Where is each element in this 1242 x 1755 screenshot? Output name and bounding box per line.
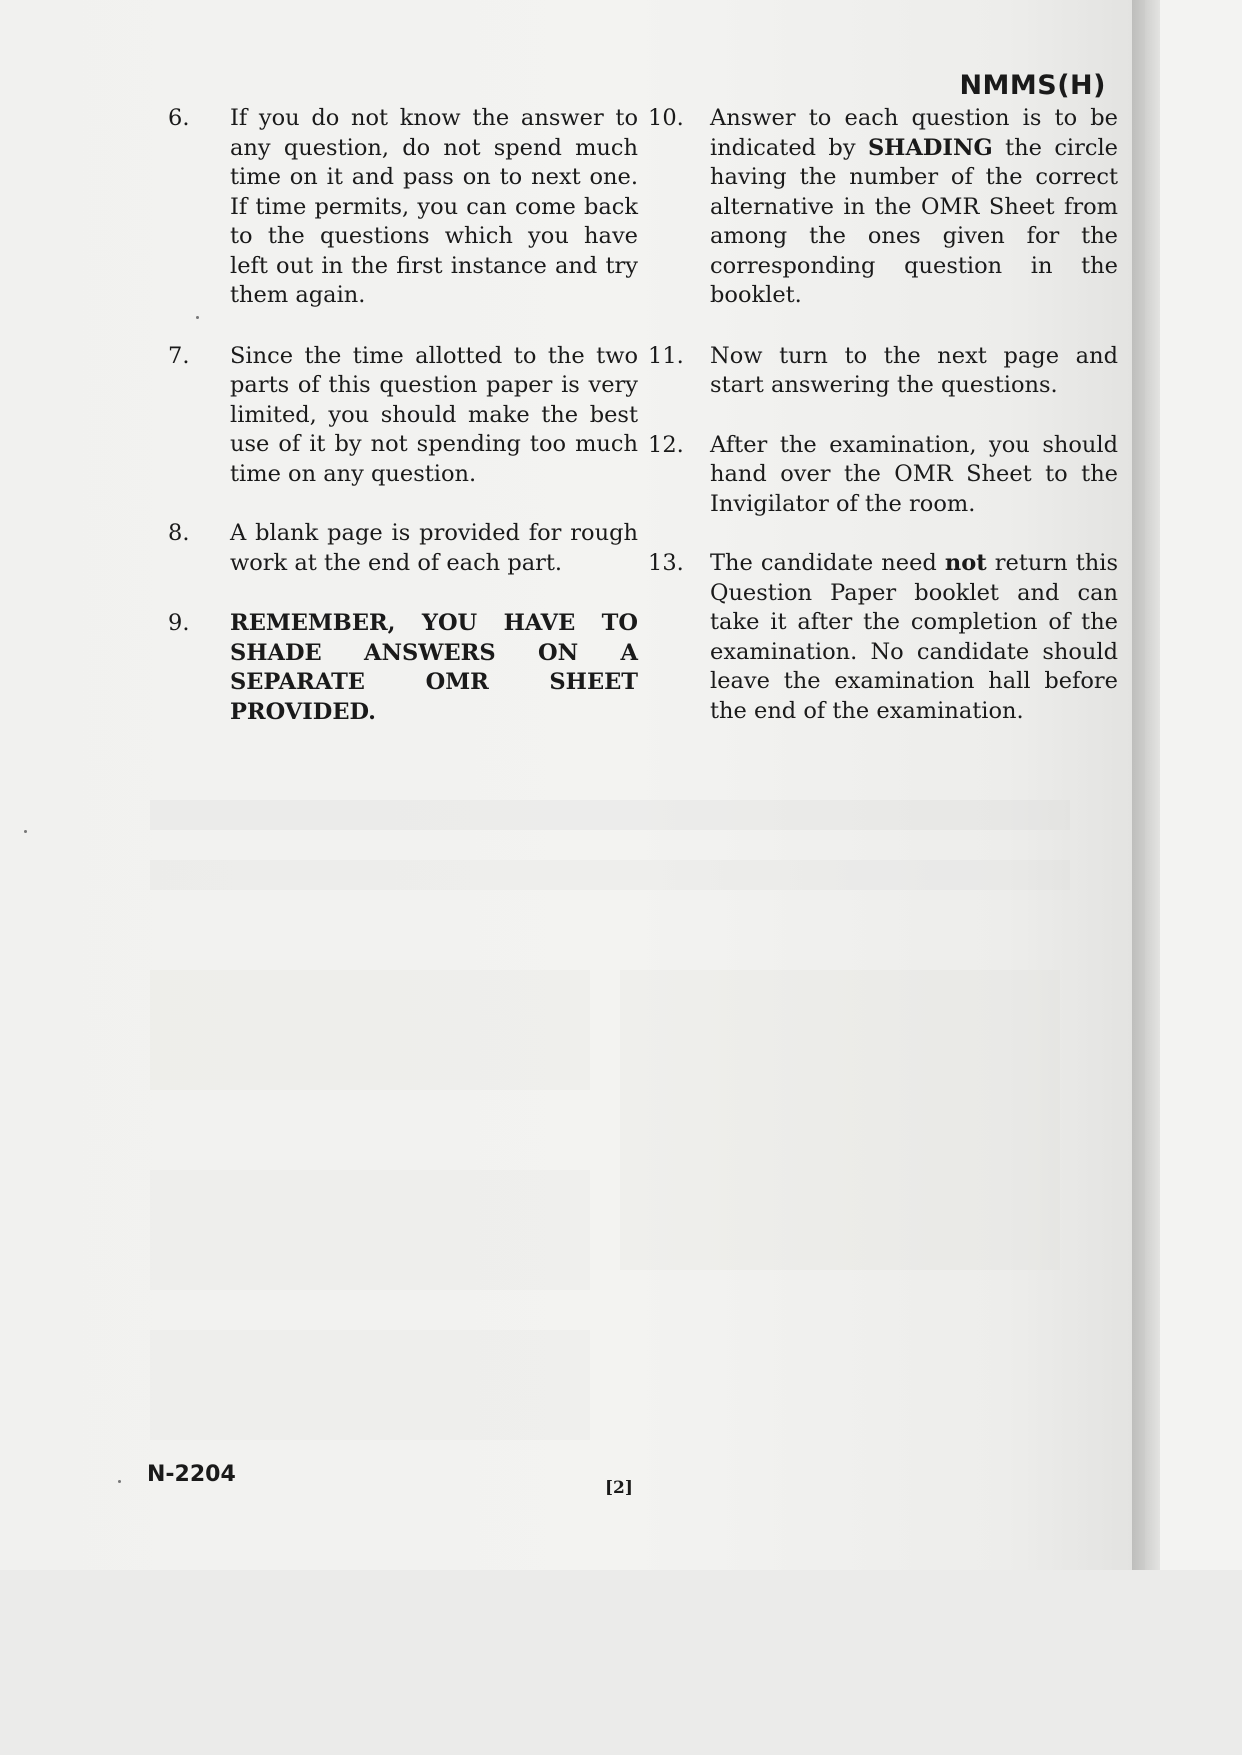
scan-speck	[118, 1480, 121, 1483]
instruction-text-part: return this Question Paper booklet and can take it after the completion of the examination. No candidate should leave the examination hall before the end of the examination.	[710, 550, 1119, 724]
page-number: [2]	[605, 1478, 633, 1498]
instruction-number: 10.	[648, 105, 684, 131]
paper-code-footer: N-2204	[147, 1462, 236, 1487]
sheet-edge-shadow	[1132, 0, 1162, 1570]
instruction-12	[648, 431, 1118, 520]
bleed-through-line	[150, 860, 1070, 890]
instruction-text-emphasis: REMEMBER, YOU HAVE TO SHADE ANSWERS ON A SEPARATE OMR SHEET PROVIDED.	[230, 610, 638, 725]
instruction-text: Since the time allotted to the two parts of this question paper is very limited, you should make the best use of it by not spending too much time on any question.	[230, 342, 638, 487]
bleed-through-block	[620, 970, 1060, 1270]
instruction-text-part: Answer to each question is to be indicated by	[710, 105, 1118, 161]
instruction-number: 12.	[648, 431, 684, 458]
instruction-text	[710, 549, 1118, 726]
bleed-through-block	[150, 970, 590, 1090]
instruction-13	[648, 549, 1118, 726]
instruction-9	[168, 609, 638, 727]
bleed-through-block	[150, 1330, 590, 1440]
scan-speck	[196, 316, 199, 319]
instructions-left-column	[168, 104, 638, 756]
scan-speck	[24, 830, 27, 833]
instruction-text-bold: SHADING	[867, 134, 993, 161]
instruction-number: 8.	[168, 520, 190, 546]
paper-code-header: NMMS(H)	[959, 70, 1106, 101]
instruction-number: 9.	[168, 610, 190, 636]
scanner-background	[0, 1570, 1242, 1755]
instruction-text: After the examination, you should hand over the OMR Sheet to the Invigilator of the room.	[710, 431, 1118, 517]
instruction-10	[648, 104, 1118, 311]
instruction-11	[648, 342, 1118, 401]
instruction-7	[168, 342, 638, 490]
instructions-right-column	[648, 104, 1118, 755]
instruction-text-bold: not	[944, 550, 987, 576]
instruction-number: 11.	[648, 342, 684, 369]
instruction-text: Now turn to the next page and start answering the questions.	[710, 342, 1118, 398]
instruction-text-part: The candidate need	[710, 550, 945, 576]
instruction-text: A blank page is provided for rough work at the end of each part.	[230, 520, 638, 576]
instruction-text	[710, 104, 1118, 311]
instruction-number: 6.	[168, 105, 190, 131]
instruction-text-part: the circle having the number of the correct alternative in the OMR Sheet from among the ones given for the corresponding question in the booklet.	[710, 134, 1118, 308]
bleed-through-block	[150, 1170, 590, 1290]
instruction-text: If you do not know the answer to any question, do not spend much time on it and pass on to next one. If time permits, you can come back to the questions which you have left out in the first instance and try them again.	[230, 105, 638, 308]
scanner-margin	[1160, 0, 1242, 1570]
instruction-number: 7.	[168, 342, 190, 369]
instruction-8	[168, 519, 638, 578]
bleed-through-line	[150, 800, 1070, 830]
instruction-number: 13.	[648, 550, 684, 576]
instruction-6	[168, 104, 638, 311]
